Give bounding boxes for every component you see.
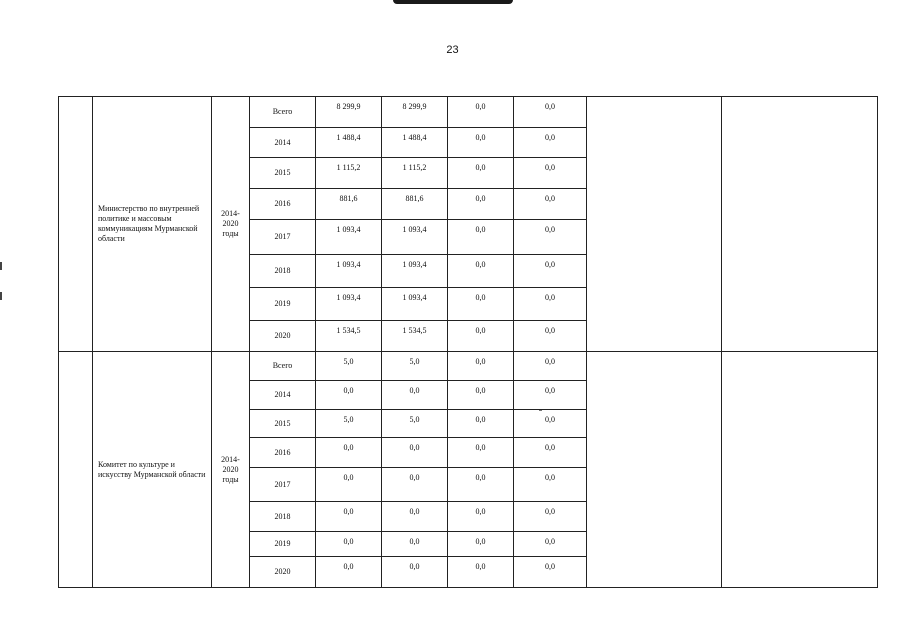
- regional-budget-cell: 1 534,5: [382, 321, 448, 352]
- federal-budget-cell: 0,0: [448, 255, 514, 288]
- budget-table: [58, 96, 878, 588]
- total-value-cell: 0,0: [316, 532, 382, 557]
- year-label-cell: Всего: [250, 352, 316, 381]
- federal-budget-cell: 0,0: [448, 532, 514, 557]
- year-label-cell: 2016: [250, 189, 316, 220]
- total-value-cell: 5,0: [316, 352, 382, 381]
- total-value-cell: 0,0: [316, 502, 382, 532]
- scan-artifact-top: [393, 0, 513, 4]
- year-label-cell: 2019: [250, 532, 316, 557]
- total-value-cell: 1 093,4: [316, 220, 382, 255]
- regional-budget-cell: 0,0: [382, 557, 448, 588]
- federal-budget-cell: 0,0: [448, 128, 514, 158]
- other-sources-cell: 0,0: [514, 410, 587, 438]
- total-value-cell: 0,0: [316, 557, 382, 588]
- other-sources-cell: 0,0: [514, 381, 587, 410]
- other-sources-cell: 0,0: [514, 532, 587, 557]
- other-sources-cell: 0,0: [514, 288, 587, 321]
- row-number-cell: [59, 97, 93, 352]
- period-text: 2014- 2020 годы: [221, 209, 240, 238]
- page-number: 23: [446, 44, 459, 56]
- year-label-cell: 2020: [250, 557, 316, 588]
- other-sources-cell: 0,0: [514, 502, 587, 532]
- year-label-cell: 2014: [250, 381, 316, 410]
- total-value-cell: 1 488,4: [316, 128, 382, 158]
- federal-budget-cell: 0,0: [448, 381, 514, 410]
- executor-cell: [722, 352, 878, 588]
- total-value-cell: 0,0: [316, 381, 382, 410]
- regional-budget-cell: 0,0: [382, 468, 448, 502]
- other-sources-cell: 0,0: [514, 468, 587, 502]
- year-label-cell: 2015: [250, 410, 316, 438]
- indicator-cell: [587, 97, 722, 352]
- year-label-cell: 2015: [250, 158, 316, 189]
- period-text: 2014- 2020 годы: [221, 454, 240, 484]
- regional-budget-cell: 0,0: [382, 502, 448, 532]
- other-sources-cell: 0,0: [514, 438, 587, 468]
- year-label-cell: 2018: [250, 502, 316, 532]
- federal-budget-cell: 0,0: [448, 97, 514, 128]
- regional-budget-cell: 1 488,4: [382, 128, 448, 158]
- regional-budget-cell: 5,0: [382, 352, 448, 381]
- other-sources-cell: 0,0: [514, 128, 587, 158]
- organization-name: Комитет по культуре и искусству Мурманской области: [98, 459, 206, 479]
- organization-cell: [93, 97, 212, 352]
- federal-budget-cell: 0,0: [448, 468, 514, 502]
- row-number-cell: [59, 352, 93, 588]
- federal-budget-cell: 0,0: [448, 352, 514, 381]
- regional-budget-cell: 0,0: [382, 438, 448, 468]
- other-sources-cell: 0,0: [514, 97, 587, 128]
- year-label-cell: 2014: [250, 128, 316, 158]
- regional-budget-cell: 1 115,2: [382, 158, 448, 189]
- year-label-cell: 2018: [250, 255, 316, 288]
- total-value-cell: 5,0: [316, 410, 382, 438]
- total-value-cell: 8 299,9: [316, 97, 382, 128]
- federal-budget-cell: 0,0: [448, 502, 514, 532]
- year-label-cell: 2016: [250, 438, 316, 468]
- indicator-cell: [587, 352, 722, 588]
- year-label-cell: 2017: [250, 468, 316, 502]
- federal-budget-cell: 0,0: [448, 410, 514, 438]
- federal-budget-cell: 0,0: [448, 321, 514, 352]
- period-cell: [212, 97, 250, 352]
- organization-name: Министерство по внутренней политике и массовым коммуникациям Мурманской области: [98, 204, 200, 243]
- regional-budget-cell: 1 093,4: [382, 255, 448, 288]
- federal-budget-cell: 0,0: [448, 189, 514, 220]
- year-label-cell: Всего: [250, 97, 316, 128]
- scan-artifact-left: [0, 292, 2, 300]
- scan-artifact-tick: [539, 410, 542, 411]
- regional-budget-cell: 1 093,4: [382, 288, 448, 321]
- year-label-cell: 2017: [250, 220, 316, 255]
- regional-budget-cell: 8 299,9: [382, 97, 448, 128]
- executor-cell: [722, 97, 878, 352]
- regional-budget-cell: 0,0: [382, 532, 448, 557]
- federal-budget-cell: 0,0: [448, 557, 514, 588]
- year-label-cell: 2020: [250, 321, 316, 352]
- total-value-cell: 1 115,2: [316, 158, 382, 189]
- regional-budget-cell: 1 093,4: [382, 220, 448, 255]
- federal-budget-cell: 0,0: [448, 288, 514, 321]
- table-row: [59, 97, 878, 128]
- federal-budget-cell: 0,0: [448, 158, 514, 189]
- other-sources-cell: 0,0: [514, 220, 587, 255]
- organization-cell: [93, 352, 212, 588]
- total-value-cell: 0,0: [316, 468, 382, 502]
- other-sources-cell: 0,0: [514, 255, 587, 288]
- scan-artifact-left: [0, 262, 2, 270]
- total-value-cell: 0,0: [316, 438, 382, 468]
- total-value-cell: 881,6: [316, 189, 382, 220]
- federal-budget-cell: 0,0: [448, 438, 514, 468]
- other-sources-cell: 0,0: [514, 158, 587, 189]
- federal-budget-cell: 0,0: [448, 220, 514, 255]
- total-value-cell: 1 093,4: [316, 288, 382, 321]
- other-sources-cell: 0,0: [514, 321, 587, 352]
- other-sources-cell: 0,0: [514, 189, 587, 220]
- year-label-cell: 2019: [250, 288, 316, 321]
- regional-budget-cell: 0,0: [382, 381, 448, 410]
- period-cell: [212, 352, 250, 588]
- other-sources-cell: 0,0: [514, 557, 587, 588]
- table-row: [59, 352, 878, 381]
- regional-budget-cell: 5,0: [382, 410, 448, 438]
- total-value-cell: 1 093,4: [316, 255, 382, 288]
- total-value-cell: 1 534,5: [316, 321, 382, 352]
- other-sources-cell: 0,0: [514, 352, 587, 381]
- regional-budget-cell: 881,6: [382, 189, 448, 220]
